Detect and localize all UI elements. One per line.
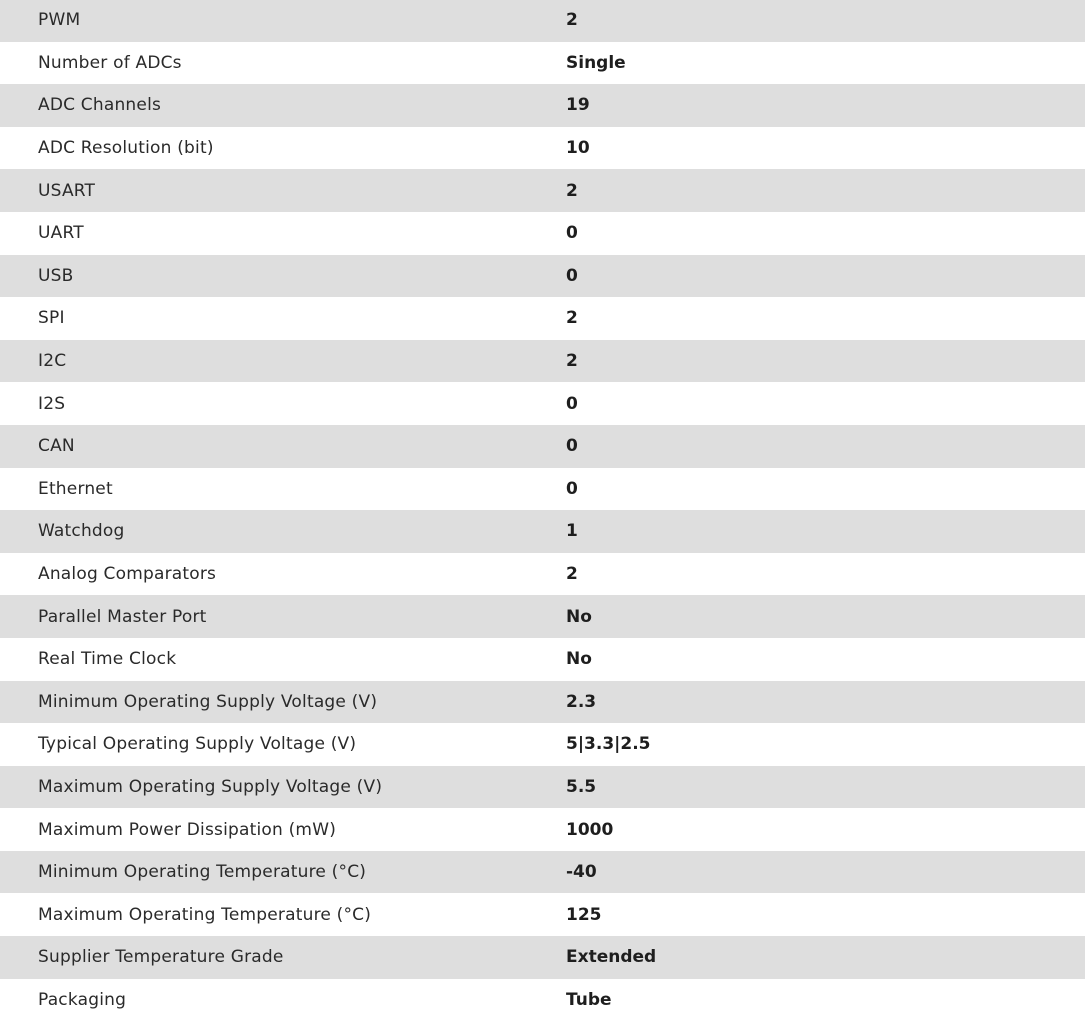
spec-value: 1 xyxy=(566,510,1085,553)
spec-row-min-supply-voltage xyxy=(0,681,1085,724)
spec-value: 2 xyxy=(566,340,1085,383)
spec-row-uart xyxy=(0,212,1085,255)
spec-value: 2.3 xyxy=(566,681,1085,724)
spec-value: -40 xyxy=(566,851,1085,894)
spec-row-usart xyxy=(0,169,1085,212)
spec-row-adc-channels xyxy=(0,84,1085,127)
spec-row-i2c xyxy=(0,340,1085,383)
spec-value: 1000 xyxy=(566,819,614,840)
spec-row-number-of-adcs xyxy=(0,42,1085,85)
spec-row-analog-comparators xyxy=(0,553,1085,596)
spec-label: Analog Comparators xyxy=(38,564,217,585)
spec-value: 0 xyxy=(566,425,1085,468)
spec-row-can xyxy=(0,425,1085,468)
spec-row-i2s xyxy=(0,382,1085,425)
spec-value: Extended xyxy=(566,936,1085,979)
spec-value: No xyxy=(566,595,1085,638)
spec-row-ethernet xyxy=(0,468,1085,511)
spec-value: 2 xyxy=(566,169,1085,212)
spec-row-min-operating-temperature xyxy=(0,851,1085,894)
spec-label: UART xyxy=(38,223,84,244)
spec-label: Number of ADCs xyxy=(38,52,182,73)
spec-value: 19 xyxy=(566,84,1085,127)
spec-row-max-operating-temperature xyxy=(0,893,1085,936)
spec-value: 2 xyxy=(566,564,578,585)
spec-row-max-supply-voltage xyxy=(0,766,1085,809)
spec-label: I2C xyxy=(0,340,566,383)
spec-value: 5.5 xyxy=(566,766,1085,809)
spec-row-max-power-dissipation xyxy=(0,808,1085,851)
spec-row-adc-resolution xyxy=(0,127,1085,170)
spec-value: 5|3.3|2.5 xyxy=(566,734,651,755)
spec-value: Single xyxy=(566,52,626,73)
spec-row-pwm xyxy=(0,0,1085,42)
spec-value: 2 xyxy=(566,308,578,329)
spec-label: PWM xyxy=(0,0,566,42)
spec-label: Ethernet xyxy=(38,478,113,499)
spec-row-supplier-temperature-grade xyxy=(0,936,1085,979)
spec-label: ADC Channels xyxy=(0,84,566,127)
spec-value: 0 xyxy=(566,223,578,244)
spec-label: Supplier Temperature Grade xyxy=(0,936,566,979)
spec-label: Minimum Operating Supply Voltage (V) xyxy=(0,681,566,724)
spec-row-typical-supply-voltage xyxy=(0,723,1085,766)
spec-label: ADC Resolution (bit) xyxy=(38,138,214,159)
spec-label: Packaging xyxy=(38,989,127,1010)
spec-label: SPI xyxy=(38,308,65,329)
spec-row-watchdog xyxy=(0,510,1085,553)
spec-row-parallel-master-port xyxy=(0,595,1085,638)
spec-label: Watchdog xyxy=(0,510,566,553)
spec-label: Maximum Power Dissipation (mW) xyxy=(38,819,337,840)
spec-value: 0 xyxy=(566,478,578,499)
spec-value: No xyxy=(566,649,592,670)
spec-value: 10 xyxy=(566,138,590,159)
spec-label: CAN xyxy=(0,425,566,468)
spec-value: 0 xyxy=(566,393,578,414)
spec-label: Maximum Operating Temperature (°C) xyxy=(38,904,372,925)
spec-label: Minimum Operating Temperature (°C) xyxy=(0,851,566,894)
spec-value: 2 xyxy=(566,0,1085,42)
spec-value: 125 xyxy=(566,904,602,925)
spec-label: Real Time Clock xyxy=(38,649,177,670)
spec-row-real-time-clock xyxy=(0,638,1085,681)
spec-row-usb xyxy=(0,255,1085,298)
spec-row-spi xyxy=(0,297,1085,340)
spec-row-packaging xyxy=(0,979,1085,1021)
spec-value: 0 xyxy=(566,255,1085,298)
spec-label: USB xyxy=(0,255,566,298)
spec-label: I2S xyxy=(38,393,66,414)
spec-label: Maximum Operating Supply Voltage (V) xyxy=(0,766,566,809)
spec-label: Parallel Master Port xyxy=(0,595,566,638)
spec-label: Typical Operating Supply Voltage (V) xyxy=(38,734,357,755)
spec-label: USART xyxy=(0,169,566,212)
spec-value: Tube xyxy=(566,989,612,1010)
